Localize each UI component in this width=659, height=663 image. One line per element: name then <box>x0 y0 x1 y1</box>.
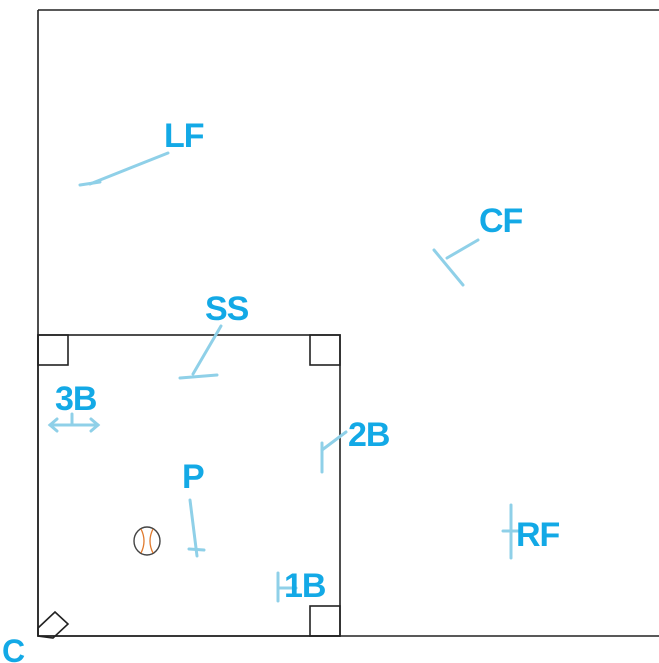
p-label: P <box>182 458 204 496</box>
p-movement-marker <box>189 500 204 556</box>
2b-label: 2B <box>348 416 390 454</box>
second-base-bag <box>310 335 340 365</box>
lf-movement-marker <box>80 153 168 185</box>
home-plate-icon <box>38 612 68 638</box>
outfield-boundary <box>38 10 659 636</box>
cf-label: CF <box>479 202 523 240</box>
2b-movement-marker <box>322 432 346 472</box>
first-base-bag <box>310 606 340 636</box>
catcher-label: C <box>2 633 26 663</box>
rf-label: RF <box>516 516 560 554</box>
baseball-icon <box>134 527 160 555</box>
3b-label: 3B <box>55 380 97 418</box>
ss-label: SS <box>205 290 249 328</box>
ss-movement-marker <box>180 326 221 378</box>
third-base-bag <box>38 335 68 365</box>
lf-label: LF <box>164 117 204 155</box>
1b-label: 1B <box>284 567 326 605</box>
cf-movement-marker <box>434 240 478 285</box>
